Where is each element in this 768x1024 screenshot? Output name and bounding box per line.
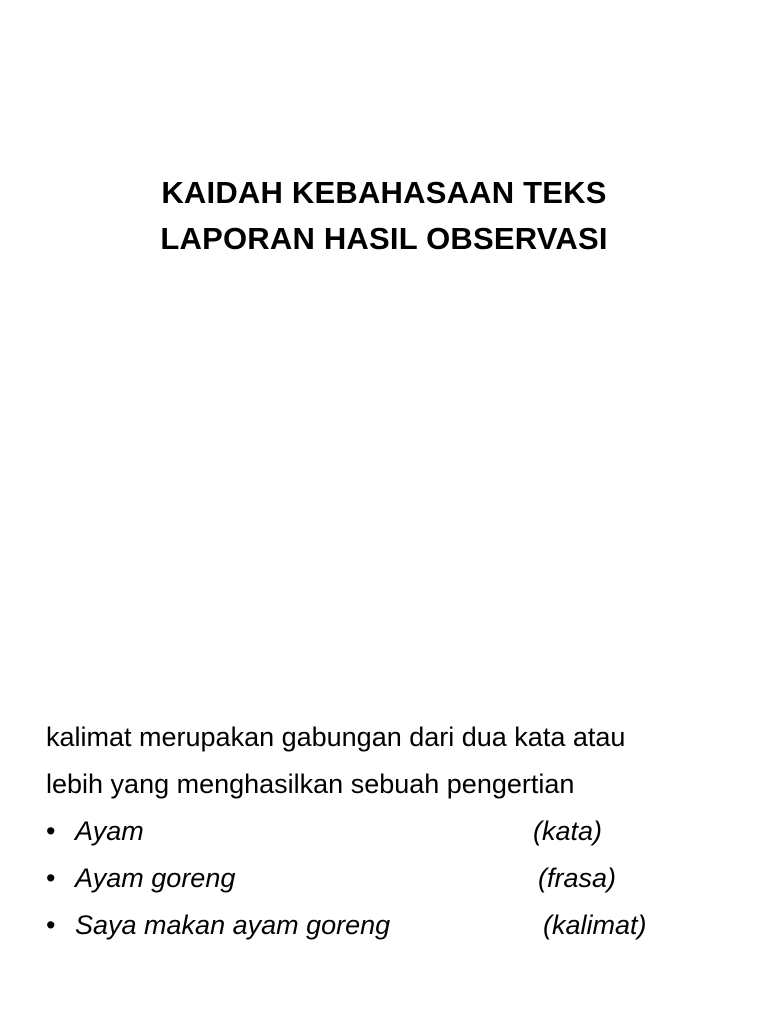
content-body [46, 714, 746, 949]
title-line-2: LAPORAN HASIL OBSERVASI [160, 221, 608, 256]
list-item [46, 808, 746, 855]
bullet-icon: • [46, 816, 56, 846]
example-list [46, 808, 746, 949]
title-line-1: KAIDAH KEBAHASAAN TEKS [161, 175, 607, 210]
intro-line-1: kalimat merupakan gabungan dari dua kata atau [46, 722, 626, 752]
example-term: Ayam goreng [75, 863, 236, 893]
example-term: Saya makan ayam goreng [75, 910, 391, 940]
example-category: (frasa) [538, 863, 617, 893]
list-item [46, 855, 746, 902]
example-category: (kata) [533, 816, 603, 846]
page-title [0, 170, 768, 262]
bullet-icon: • [46, 910, 56, 940]
example-term: Ayam [75, 816, 144, 846]
intro-paragraph [46, 714, 746, 808]
list-item [46, 902, 746, 949]
bullet-icon: • [46, 863, 56, 893]
example-category: (kalimat) [543, 910, 647, 940]
intro-line-2: lebih yang menghasilkan sebuah pengertian [46, 769, 575, 799]
